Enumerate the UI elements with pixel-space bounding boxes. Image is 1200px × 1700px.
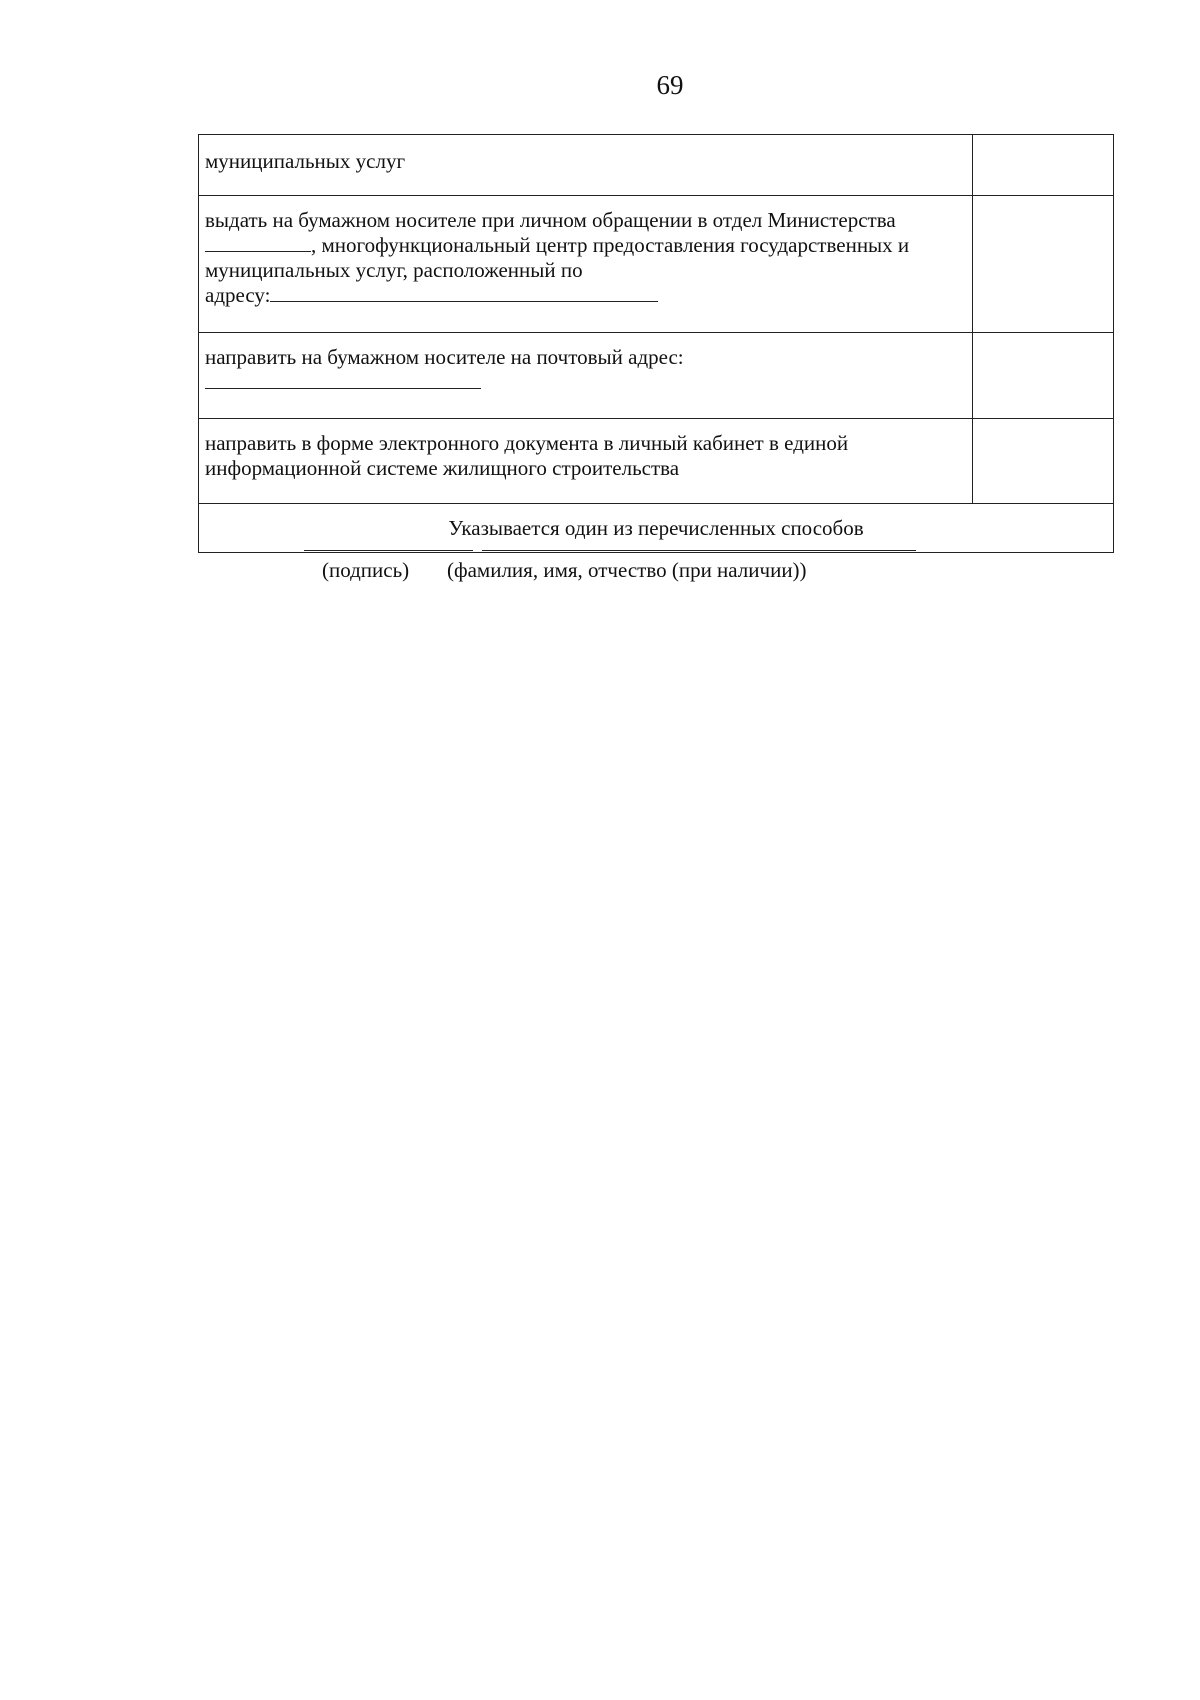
- option-text-line: выдать на бумажном носителе при личном обращении в отдел Министерства: [205, 208, 896, 232]
- table-footer-row: [199, 504, 1114, 553]
- table-footer-note: Указывается один из перечисленных способов: [199, 504, 1114, 553]
- option-text-cell: [199, 135, 973, 196]
- option-text-cell: [199, 196, 973, 333]
- address-blank[interactable]: [270, 283, 658, 302]
- option-mark-cell[interactable]: [973, 419, 1114, 504]
- table-row: [199, 196, 1114, 333]
- option-text-line: информационной системе жилищного строительства: [205, 456, 680, 480]
- signature-caption: (подпись): [322, 558, 410, 582]
- full-name-caption: (фамилия, имя, отчество (при наличии)): [447, 558, 807, 582]
- option-mark-cell[interactable]: [973, 333, 1114, 419]
- full-name-line[interactable]: [482, 550, 916, 551]
- option-text: направить на бумажном носителе на почтовый адрес:: [205, 345, 684, 369]
- signature-line[interactable]: [304, 550, 473, 551]
- option-text-line: , многофункциональный центр предоставления государственных и: [311, 233, 910, 257]
- option-text-cell: [199, 419, 973, 504]
- delivery-method-table: [198, 134, 1114, 553]
- option-mark-cell[interactable]: [973, 135, 1114, 196]
- option-text-line: муниципальных услуг, расположенный по: [205, 258, 583, 282]
- option-text: муниципальных услуг: [205, 149, 406, 173]
- table-row: [199, 419, 1114, 504]
- table-row: [199, 333, 1114, 419]
- option-mark-cell[interactable]: [973, 196, 1114, 333]
- option-text-line: адресу:: [205, 283, 271, 307]
- option-text-line: направить в форме электронного документа в личный кабинет в единой: [205, 431, 849, 455]
- table-row: [199, 135, 1114, 196]
- page-number: 69: [656, 70, 684, 100]
- postal-address-blank[interactable]: [205, 370, 481, 389]
- option-text-cell: [199, 333, 973, 419]
- ministry-department-blank[interactable]: [205, 233, 311, 252]
